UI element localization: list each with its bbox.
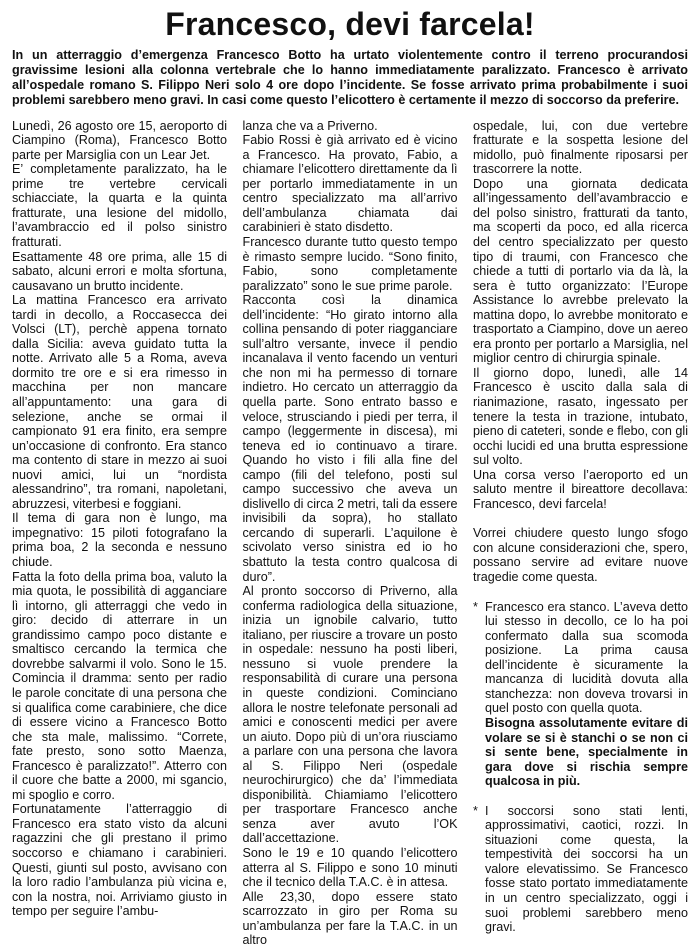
paragraph: Esattamente 48 ore prima, alle 15 di sabato, alcuni errori e molta sfortuna, causavano un brutto incidente. <box>12 249 227 293</box>
paragraph-spacer <box>473 789 688 804</box>
paragraph: Il giorno dopo, lunedì, alle 14 Francesco è uscito dalla sala di rianimazione, rasato, ingessato per tenere la testa in trazione, intubato, pieno di cateteri, sonde e flebo, con gli occhi lucidi ed una brutta espressione sul volto. <box>473 365 688 468</box>
paragraph: Al pronto soccorso di Priverno, alla conferma radiologica della situazione, inizia un ignobile calvario, tutto italiano, per riuscire a trovare un posto in ospedale: nessuno ha posti liberi, nessuno si vuole prendere la responsabilità di curare una persona in queste condizioni. Cominciano allora le nostre telefonate personali ad amici e conoscenti medici per avere un aiuto. Dopo più di un’ora riusciamo a parlare con una persona che lavora al S. Filippo Neri (ospedale neurochirurgico) che da’ l’immediata disponibilità. Chiamiamo l’elicottero per trasportare Francesco anche senza aver avuto l’OK dall’accettazione. <box>242 584 458 846</box>
paragraph: ospedale, lui, con due vertebre fratturate e la sospetta lesione del midollo, può finalmente riposarsi per trascorrere la notte. <box>473 118 688 177</box>
paragraph: E’ completamente paralizzato, ha le prime tre vertebre cervicali schiacciate, la quarta e la quinta fratturate, una lesione del midollo, l’avambraccio ed il polso sinistro fratturati. <box>12 162 227 249</box>
article-title: Francesco, devi farcela! <box>165 6 535 42</box>
article-page <box>0 6 700 948</box>
paragraph: Fatta la foto della prima boa, valuto la mia quota, le possibilità di agganciare lì intorno, gli atterraggi che vedo in giro: decido di atterrare in un grandissimo campo poco distante e smaltisco cercando la termica che dovrebbe salvarmi il volo. Sono le 15. Comincia il dramma: sento per radio le parole concitate di una persona che si qualifica come carabiniere, che dice di essere vicino a Francesco Botto che sta male, malissimo. “Correte, fate presto, sono sotto Maenza, Francesco è paralizzato!”. Atterro con il cuore che batte a 2000, mi sgancio, mi spoglio e corro. <box>12 569 227 802</box>
paragraph: Fortunatamente l’atterraggio di Francesco era stato visto da alcuni ragazzini che gli prestano il primo soccorso e chiamano i carabinieri. Questi, giunti sul posto, avvisano con la loro radio l’ambulanza più vicina e, con la nostra, noi. Arriviamo giusto in tempo per seguire l’ambu- <box>12 802 227 919</box>
paragraph: Francesco durante tutto questo tempo è rimasto sempre lucido. “Sono finito, Fabio, sono completamente paralizzato” sono le sue prime parole. <box>242 235 458 293</box>
column-3 <box>473 119 688 948</box>
paragraph: Fabio Rossi è già arrivato ed è vicino a Francesco. Ha provato, Fabio, a chiamare l’elicottero direttamente da lì per portarlo immediatamente in un centro specializzato ma all’arrivo dell’ambulanza chiamata dai carabinieri è stato disdetto. <box>242 133 458 235</box>
paragraph: La mattina Francesco era arrivato tardi in decollo, a Roccasecca dei Volsci (LT), perchè appena tornato dalla Sicilia: aveva guidato tutta la notte. Arrivato alle 5 a Roma, aveva dormito tre ore e si era rimesso in macchina per non mancare all’appuntamento: una gara di selezione, anche se ormai il campionato 91 era finito, era sempre un’occasione di confronto. Era stanco ma contento di stare in mezzo ai suoi nuovi amici, lui un “nordista alessandrino”, tra romani, napoletani, abruzzesi, viterbesi e foggiani. <box>12 293 227 511</box>
paragraph: Sono le 19 e 10 quando l’elicottero atterra al S. Filippo e sono 10 minuti che il tecnico della T.A.C. è in attesa. <box>242 845 458 890</box>
closing-paragraph: Vorrei chiudere questo lungo sfogo con alcune considerazioni che, spero, possano servire ad evitare nuove tragedie come questa. <box>473 526 688 585</box>
paragraph: Lunedì, 26 agosto ore 15, aeroporto di Ciampino (Roma), Francesco Botto parte per Marsiglia con un Lear Jet. <box>12 118 227 162</box>
paragraph: Una corsa verso l’aeroporto ed un saluto mentre il bireattore decollava: Francesco, devi farcela! <box>473 467 688 511</box>
paragraph: Alle 23,30, dopo essere stato scarrozzato in giro per Roma su un’ambulanza per fare la T.A.C. in un altro <box>242 889 458 948</box>
paragraph-spacer <box>473 585 688 600</box>
note-text: Francesco era stanco. L’aveva detto lui stesso in decollo, ce lo ha poi confermato dalla sua scomoda posizione. La prima causa dell’incidente è sicuramente la mancanza di lucidità dovuta alla stanchezza: non doveva trovarsi in quel posto con quella quota. <box>485 599 688 716</box>
paragraph: lanza che va a Priverno. <box>242 118 378 133</box>
note-body <box>485 804 688 935</box>
note-emphasis: Bisogna assolutamente evitare di volare se si è stanchi o se non ci si sente bene, specialmente in gara dove si rischia sempre qualcosa in più. <box>485 715 688 789</box>
paragraph: Racconta così la dinamica dell’incidente: “Ho girato intorno alla collina pensando di poter riagganciare sull’altro versante, invece il pendio incanalava il vento facendo un venturi che non mi ha permesso di tornare indietro. Ho cercato un atterraggio da quella parte. Sono entrato basso e veloce, strusciando i piedi per terra, il campo (leggermente in discesa), mi teneva ed io continuavo a tirare. Quando ho visto i fili alla fine del campo (fili del telefono, posti sul campo successivo che aveva un dislivello di circa 2 metri, tali da essere invisibili da sopra), ho stallato cercando di superarli. L’aquilone è scivolato verso sinistra ed io ho sbattuto la testa contro qualcosa di duro”. <box>242 293 458 584</box>
paragraph: Dopo una giornata dedicata all’ingessamento dell’avambraccio e del polso sinistro, fratturati da tanto, ma scoperti da poco, ed alla ricerca del centro specializzato per questo tipo di traumi, con Francesco che chiede a tutti di portarlo via da là, la sera è tutto organizzato: l’Europe Assistance lo avrebbe prelevato la mattina dopo, lo avrebbe monitorato e trasportato a Ciampino, dove un aereo era pronto per portarlo a Marsiglia, nel miglior centro di chirurgia spinale. <box>473 176 688 366</box>
note-body <box>485 600 688 789</box>
paragraph-spacer <box>473 511 688 526</box>
column-2 <box>243 119 458 948</box>
article-columns <box>12 119 688 948</box>
article-lead: In un atterraggio d’emergenza Francesco Botto ha urtato violentemente contro il terreno procurandosi gravissime lesioni alla colonna vertebrale che lo hanno immediatamente paralizzato. Francesco è arrivato all’ospedale romano S. Filippo Neri solo 4 ore dopo l’incidente. Se fosse arrivato prima probabilmente i suoi problemi sarebbero meno gravi. In casi come questo l’elicottero è certamente il mezzo di soccorso da preferire. <box>12 48 688 107</box>
note-text: I soccorsi sono stati lenti, approssimativi, caotici, rozzi. In situazioni come questa, la tempestività dei soccorsi ha un valore elevatissimo. Se Francesco fosse stato portato immediatamente in un centro specializzato, oggi i suoi problemi sarebbero meno gravi. <box>485 803 688 935</box>
note-item <box>473 804 688 935</box>
note-bullet: * <box>473 803 478 818</box>
note-item <box>473 600 688 789</box>
note-bullet: * <box>473 599 478 614</box>
paragraph: Il tema di gara non è lungo, ma impegnativo: 15 piloti fotografano la prima boa, 2 la seconda e nessuno chiude. <box>12 511 227 570</box>
column-1 <box>12 119 227 948</box>
